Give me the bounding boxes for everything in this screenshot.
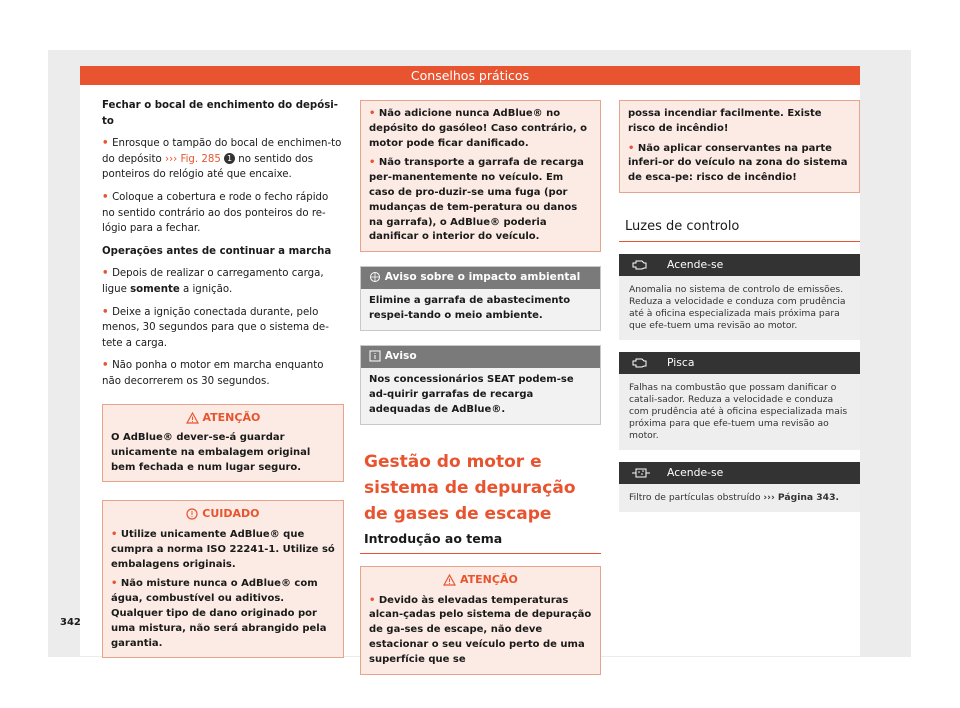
warning-triangle-icon <box>443 574 456 586</box>
warning-light-status: Acende-se <box>667 257 724 271</box>
info-note-text: Nos concessionários SEAT podem-se ad-quirir garrafas de recarga adequadas de AdBlue®. <box>369 373 574 415</box>
step-ignition: • Depois de realizar o carregamento carga, ligue somente a ignição. <box>102 266 344 297</box>
column-2 <box>360 100 601 687</box>
column-1 <box>102 98 344 670</box>
warning-light-status: Acende-se <box>667 465 724 479</box>
section-subtitle: Introdução ao tema <box>360 531 601 554</box>
callout-number: 1 <box>224 153 235 164</box>
environment-note-text: Elimine a garrafa de abastecimento respei-tando o meio ambiente. <box>369 294 571 321</box>
engine-warning-icon <box>631 352 649 374</box>
warning-continued-box: possa incendiar facilmente. Existe risco de incêndio! • Não aplicar conservantes na parte inferi-or do veículo na zona do sistema de esca-pe: risco de incêndio! <box>619 100 860 193</box>
warning-text: O AdBlue® dever-se-á guardar unicamente na embalagem original bem fechada e num lugar seguro. <box>111 432 311 473</box>
environment-note-box <box>360 266 601 331</box>
warning-light-row-1 <box>619 254 860 276</box>
heading-before-driving: Operações antes de continuar a marcha <box>102 245 332 257</box>
info-note-header: Aviso <box>361 346 600 368</box>
column-3 <box>619 100 860 524</box>
heading-close-filler: Fechar o bocal de enchimento do depósi-to <box>102 100 338 127</box>
warning-lights-title: Luzes de controlo <box>619 205 860 242</box>
info-icon <box>369 350 381 362</box>
step-screw-cap: • Enrosque o tampão do bocal de enchimen-to do depósito ››› Fig. 285 1 no sentido dos ponteiros do relógio até que encaixe. <box>102 136 344 183</box>
page-number: 342 <box>60 617 81 628</box>
step-replace-cover: • Coloque a cobertura e rode o fecho rápido no sentido contrário ao dos ponteiros do re-lógio para a fechar. <box>102 190 344 237</box>
step-wait: • Deixe a ignição conectada durante, pelo menos, 30 segundos para que o sistema de-tete a carga. <box>102 305 344 352</box>
warning-continued-box: • Não adicione nunca AdBlue® no depósito do gasóleo! Caso contrário, o motor pode ficar danificado. • Não transporte a garrafa de recarga per-manentemente no veículo. Em caso de pro-duzir-se uma fuga (por mudanças de tem-peratura ou danos na garrafa), o AdBlue® poderia danificar o interior do veículo. <box>360 100 601 252</box>
caution-text: • Utilize unicamente AdBlue® que cumpra a norma ISO 22241-1. Utilize só embalagens originais. • Não misture nunca o AdBlue® com água, combustível ou aditivos. Qualquer tipo de dano originado por uma mistura, não será abrangido pela garantia. <box>103 525 343 657</box>
warning-light-description: Falhas na combustão que possam danificar o catali-sador. Reduza a velocidade e conduza com prudência até à oficina especializada mais próxima para que efe-tuem uma revisão ao motor. <box>619 374 860 450</box>
warning-light-status: Pisca <box>667 355 695 369</box>
info-note-box <box>360 345 601 425</box>
warning-light-description: Anomalia no sistema de controlo de emissões. Reduza a velocidade e conduza com prudência até à oficina especializada mais próxima para que efe-tuem uma revisão ao motor. <box>619 276 860 340</box>
warning-light-description: Filtro de partículas obstruído ››› Página 343. <box>619 484 860 512</box>
caution-box <box>102 500 344 658</box>
page-header: Conselhos práticos <box>80 66 860 85</box>
caution-circle-icon <box>186 508 198 520</box>
section-title: Gestão do motor e sistema de depuração de gases de escape <box>364 452 576 525</box>
caution-header: CUIDADO <box>103 501 343 525</box>
figure-reference-link[interactable]: ››› Fig. 285 <box>165 153 221 165</box>
warning-box-exhaust: ATENÇÃO • Devido às elevadas temperaturas alcan-çadas pelo sistema de depuração de ga-ses de escape, não deve estacionar o seu veículo perto de uma superfície que se <box>360 566 601 675</box>
warning-triangle-icon <box>186 412 199 424</box>
environment-note-header: Aviso sobre o impacto ambiental <box>361 267 600 289</box>
engine-warning-icon <box>631 254 649 276</box>
step-no-start: • Não ponha o motor em marcha enquanto não decorrerem os 30 segundos. <box>102 358 344 389</box>
leaf-icon <box>369 271 381 283</box>
warning-header: ATENÇÃO <box>361 567 600 591</box>
warning-header: ATENÇÃO <box>103 405 343 429</box>
warning-light-row-3 <box>619 462 860 484</box>
particle-filter-icon <box>631 462 651 484</box>
page-reference-link[interactable]: ››› Página 343. <box>763 491 839 503</box>
manual-page <box>80 66 860 665</box>
warning-box <box>102 404 344 483</box>
warning-light-row-2 <box>619 352 860 374</box>
